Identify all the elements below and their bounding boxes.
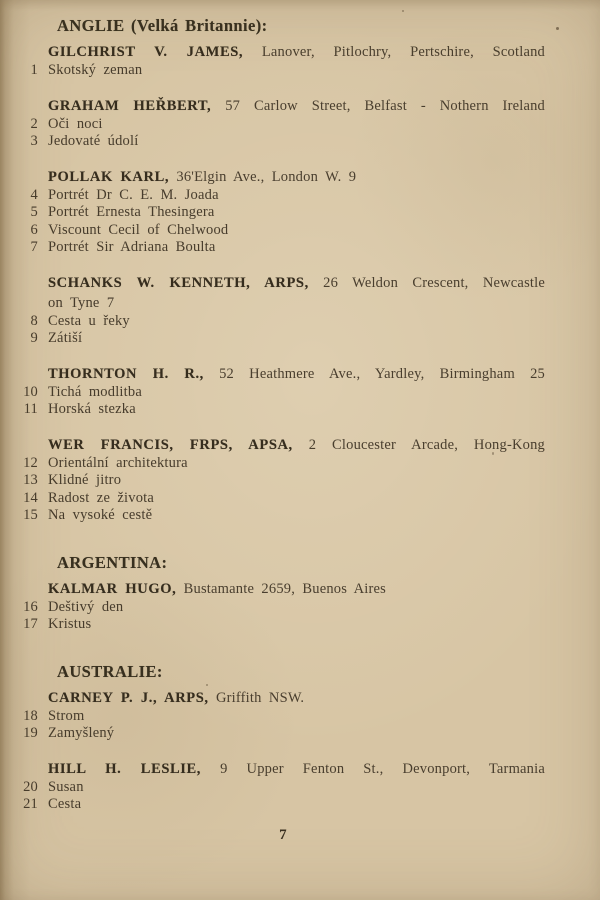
work-title: Horská stezka [48,401,136,417]
catalog-entry-row [0,599,545,617]
work-title: Jedovaté údolí [48,133,139,149]
country-header: AUSTRALIE: [57,661,163,681]
entry-number: 8 [30,312,38,329]
work-title: Klidné jitro [48,472,122,488]
entry-number: 21 [23,796,38,812]
exhibitor-name: SCHANKS W. KENNETH, ARPS, [48,274,309,291]
work-title: Kristus [48,616,92,632]
exhibitor-address: 26 Weldon Crescent, Newcastle [323,274,545,291]
entry-number: 14 [23,489,38,506]
catalog-entry-row [0,313,545,331]
catalog-entry-row [0,708,545,726]
work-title: Portrét Ernesta Thesingera [48,204,215,220]
catalog-entry-row [0,187,545,205]
exhibitor-address: 9 Upper Fenton St., Devonport, Tarmania [220,760,545,777]
work-title: Zátiší [48,330,83,346]
work-title: Na vysoké cestě [48,507,153,523]
entry-number: 6 [30,221,38,238]
exhibitor-name: GILCHRIST V. JAMES, [48,44,244,60]
catalog-entry-row [0,725,545,743]
entry-number: 7 [30,239,38,255]
work-title: Orientální architektura [48,454,188,471]
exhibitor-line [48,579,545,599]
page-number: 7 [279,827,287,843]
exhibitor-line [48,364,545,384]
catalog-entry-row [0,455,545,473]
entry-number: 15 [23,507,38,523]
exhibitor-name: POLLAK KARL, [48,168,170,185]
exhibitor-address: Bustamante 2659, Buenos Aires [183,580,387,597]
catalog-entry-row [0,222,545,240]
catalog-entry-row [0,204,545,222]
country-section [0,16,545,525]
work-title: Radost ze života [48,489,155,506]
exhibitor-line [48,688,545,708]
catalog-entry-row [0,796,545,814]
entry-number: 5 [30,204,38,220]
work-title: Cesta u řeky [48,312,130,329]
exhibitor-address: Griffith NSW. [215,689,305,706]
work-title: Tichá modlitba [48,383,142,400]
entry-number: 10 [23,383,38,400]
exhibitor-name: HILL H. LESLIE, [48,760,202,777]
entry-number: 2 [30,115,38,132]
work-title: Zamyšlený [48,725,115,741]
exhibitor-line [48,42,545,62]
exhibitor-name: CARNEY P. J., ARPS, [48,689,209,706]
exhibitor-line [48,435,545,455]
exhibitor-name: WER FRANCIS, FRPS, APSA, [48,436,293,453]
work-title: Oči noci [48,115,103,132]
work-title: Deštivý den [48,598,124,615]
work-title: Viscount Cecil of Chelwood [48,221,229,238]
entry-number: 17 [23,616,38,632]
work-title: Cesta [48,796,82,812]
exhibitor-address: 2 Cloucester Arcade, Hong-Kong [308,436,545,453]
catalog-entry-row [0,133,545,151]
exhibitor-line [48,273,545,293]
exhibitor-line [48,96,545,116]
exhibitor-address-continued: on Tyne 7 [48,294,115,311]
catalog-entry-row [0,62,545,80]
catalog-entry-row [0,472,545,490]
entry-number: 12 [23,454,38,471]
entry-number: 4 [30,186,38,203]
entry-number: 1 [30,62,38,78]
catalog-entry-row [0,401,545,419]
catalog-entry-row [0,779,545,797]
country-section [0,662,545,814]
catalog-entry-row [0,384,545,402]
catalog-entry-row [0,507,545,525]
entry-number: 16 [23,598,38,615]
entry-number: 3 [30,133,38,149]
catalog-entry-row [0,239,545,257]
entry-number: 11 [23,401,38,417]
entry-number: 19 [23,725,38,741]
exhibitor-address: Lanover, Pitlochry, Pertschire, Scotland [261,44,545,60]
country-header: ARGENTINA: [57,552,168,572]
entry-number: 9 [30,330,38,346]
exhibitor-address: 36'Elgin Ave., London W. 9 [176,168,357,185]
catalog-entry-row [0,490,545,508]
entry-number: 13 [23,472,38,488]
catalog-entry-row [0,116,545,134]
entry-number: 20 [23,778,38,795]
country-header: ANGLIE (Velká Britannie): [57,16,268,35]
exhibitor-line [48,759,545,779]
work-title: Portrét Dr C. E. M. Joada [48,186,219,203]
catalog-entry-row [0,330,545,348]
entry-number: 18 [23,707,38,724]
work-title: Portrét Sir Adriana Boulta [48,239,216,255]
exhibitor-line [48,167,545,187]
work-title: Susan [48,778,84,795]
exhibitor-name: THORNTON H. R., [48,365,204,382]
work-title: Strom [48,707,85,724]
country-section [0,553,545,634]
exhibitor-name: KALMAR HUGO, [48,580,177,597]
exhibitor-name: GRAHAM HEŘBERT, [48,97,212,114]
exhibitor-address: 52 Heathmere Ave., Yardley, Birmingham 25 [219,365,545,382]
catalog-entry-row [0,616,545,634]
exhibitor-address: 57 Carlow Street, Belfast - Nothern Ireland [225,97,545,114]
work-title: Skotský zeman [48,62,143,78]
